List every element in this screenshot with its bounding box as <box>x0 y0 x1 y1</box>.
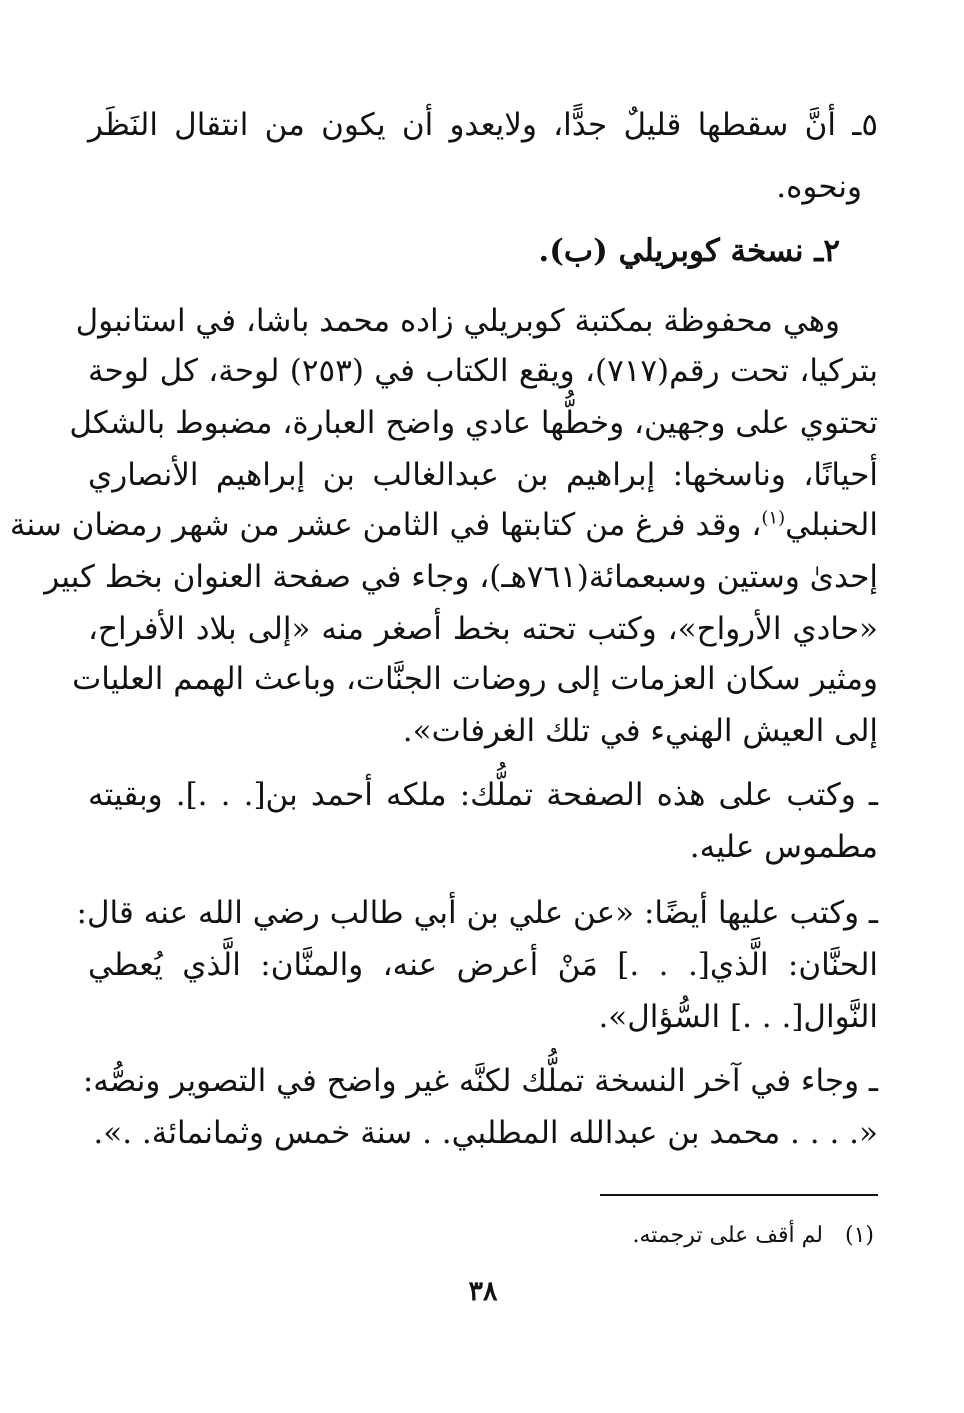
text-line-18: ـ وجاء في آخر النسخة تملُّك لكنَّه غير واضح في التصوير ونصُّه: <box>82 1063 878 1099</box>
text-line-16: الحنَّان: الَّذي[. . .] مَنْ أعرض عنه، والمنَّان: الَّذي يُعطي <box>88 947 878 983</box>
text-line-10: «حادي الأرواح»، وكتب تحته بخط أصغر منه «إلى بلاد الأفراح، <box>88 611 878 647</box>
text-line-6: تحتوي على وجهين، وخطُّها عادي واضح العبارة، مضبوط بالشكل <box>69 405 878 441</box>
footnote-number: (١) <box>844 1223 874 1248</box>
document-page <box>9 96 879 1356</box>
footnote-text: لم أقف على ترجمته. <box>632 1223 823 1248</box>
text-line-8-start: الحنبلي <box>785 507 878 543</box>
text-line-7: أحيانًا، وناسخها: إبراهيم بن عبدالغالب بن إبراهيم الأنصاري <box>88 457 878 493</box>
footnote-reference: (١) <box>761 507 786 529</box>
text-line-2: ونحوه. <box>776 169 862 205</box>
text-line-8-end: ، وقد فرغ من كتابتها في الثامن عشر من شهر رمضان سنة <box>9 507 762 543</box>
text-line-15: ـ وكتب عليها أيضًا: «عن علي بن أبي طالب رضي الله عنه قال: <box>76 895 878 931</box>
footnote-separator <box>600 1194 878 1196</box>
text-line-4: وهي محفوظة بمكتبة كوبريلي زاده محمد باشا، في استانبول <box>75 303 840 339</box>
text-line-13: ـ وكتب على هذه الصفحة تملُّك: ملكه أحمد بن[. . .]. وبقيته <box>88 777 878 813</box>
section-heading: ٢ـ نسخة كوبريلي (ب). <box>538 233 840 269</box>
text-line-19: «. . . . محمد بن عبدالله المطلبي. . سنة خمس وثمانمائة. .». <box>93 1115 878 1151</box>
text-line-1: ٥ـ أنَّ سقطها قليلٌ جدًّا، ولايعدو أن يكون من انتقال النَظَر <box>88 107 878 143</box>
text-line-14: مطموس عليه. <box>689 829 878 865</box>
footnote <box>633 1216 875 1256</box>
text-line-12: إلى العيش الهنيء في تلك الغرفات». <box>402 713 878 749</box>
text-line-5: بتركيا، تحت رقم(٧١٧)، ويقع الكتاب في (٢٥٣) لوحة، كل لوحة <box>88 353 879 389</box>
text-line-8 <box>9 500 878 550</box>
text-line-9: إحدىٰ وستين وسبعمائة(٧٦١هـ)، وجاء في صفحة العنوان بخط كبير <box>44 559 878 595</box>
text-line-17: النَّوال[. . .] السُّؤال». <box>598 999 878 1035</box>
text-line-11: ومثير سكان العزمات إلى روضات الجنَّات، وباعث الهمم العليات <box>72 661 878 697</box>
page-number: ٣٨ <box>468 1276 498 1307</box>
